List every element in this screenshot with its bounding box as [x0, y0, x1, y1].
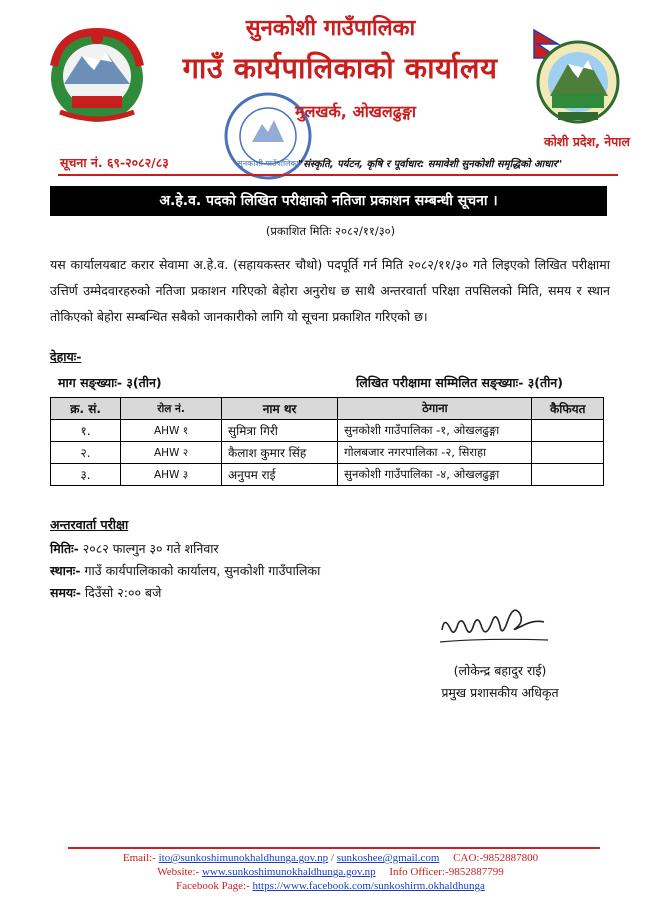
- website-label: Website:-: [157, 866, 200, 878]
- interview-date: [50, 540, 219, 557]
- cell-serial: ३.: [51, 464, 121, 486]
- province-name: कोशी प्रदेश, नेपाल: [543, 134, 630, 149]
- email-link-1[interactable]: ito@sunkoshimunokhaldhunga.gov.np: [158, 852, 329, 864]
- footer-website: [0, 866, 661, 878]
- website-link[interactable]: www.sunkoshimunokhaldhunga.gov.np: [201, 866, 376, 878]
- table-row: [51, 464, 604, 486]
- cell-name: अनुपम राई: [222, 464, 338, 486]
- published-date: (प्रकाशित मितिः २०८२/११/३०): [265, 224, 396, 238]
- table-row: [51, 442, 604, 464]
- cell-roll: AHW १: [121, 420, 222, 442]
- office-address: मुलखर्क, ओखलढुङ्गा: [295, 102, 417, 121]
- notice-title: अ.हे.व. पदको लिखित परीक्षाको नतिजा प्रकाशन सम्बन्धी सूचना ।: [50, 186, 607, 216]
- facebook-link[interactable]: https://www.facebook.com/sunkoshirm.okhaldhunga: [252, 880, 485, 892]
- interview-date-value: २०८२ फाल्गुन ३० गते शनिवार: [78, 541, 219, 556]
- cell-address: गोलबजार नगरपालिका -२, सिराहा: [338, 442, 532, 464]
- footer-contact: [0, 852, 661, 864]
- header-roll: रोल नं.: [121, 398, 222, 420]
- table-header-row: [51, 398, 604, 420]
- footer-divider: [68, 847, 600, 849]
- footer-facebook: [0, 880, 661, 892]
- interview-place: [50, 562, 320, 579]
- cell-address: सुनकोशी गाउँपालिका -४, ओखलढुङ्गा: [338, 464, 532, 486]
- email-separator: /: [328, 852, 337, 864]
- header-divider: [58, 174, 618, 176]
- cell-remarks: [532, 464, 604, 486]
- signatory-title: प्रमुख प्रशासकीय अधिकृत: [441, 685, 559, 700]
- interview-time-label: समयः-: [50, 585, 81, 600]
- result-table: [50, 397, 604, 486]
- email-link-2[interactable]: sunkoshee@gmail.com: [336, 852, 440, 864]
- cell-roll: AHW २: [121, 442, 222, 464]
- header-name: नाम थर: [222, 398, 338, 420]
- slogan: "संस्कृति, पर्यटन, कृषि र पूर्वाधार: समावेशी सुनकोशी समृद्धिको आधार": [298, 159, 563, 170]
- participant-count: लिखित परीक्षामा सम्मिलित सङ्ख्याः- ३(तीन): [356, 375, 563, 390]
- cell-remarks: [532, 420, 604, 442]
- table-row: [51, 420, 604, 442]
- email-label: Email:-: [122, 852, 156, 864]
- cell-serial: २.: [51, 442, 121, 464]
- cell-serial: १.: [51, 420, 121, 442]
- interview-place-label: स्थानः-: [50, 563, 81, 578]
- office-name: गाउँ कार्यपालिकाको कार्यालय: [182, 51, 498, 85]
- info-officer-phone: Info Officer:-9852887799: [389, 866, 504, 878]
- cell-name: सुमित्रा गिरी: [222, 420, 338, 442]
- interview-time: [50, 584, 161, 601]
- notice-body: यस कार्यालयबाट करार सेवामा अ.हे.व. (सहायकस्तर चौथो) पदपूर्ति गर्न मिति २०८२/११/३० गते लिइएको लिखित परीक्षामा उत्तिर्ण उम्मेदवारहरुको नतिजा प्रकाशन गरिएको बेहोरा अनुरोध छ साथै अन्तरवार्ता परिक्षा तपसिलको मिति, समय र स्थान तोकिएको बेहोरा सम्बन्धित सबैको जानकारीको लागि यो सूचना प्रकाशित गरिएको छ।: [50, 257, 610, 324]
- cao-phone: CAO:-9852887800: [453, 852, 539, 864]
- notice-number: सूचना नं. ६९-२०८२/८३: [60, 155, 169, 170]
- interview-place-value: गाउँ कार्यपालिकाको कार्यालय, सुनकोशी गाउँपालिका: [80, 563, 321, 578]
- header-address: ठेगाना: [338, 398, 532, 420]
- cell-address: सुनकोशी गाउँपालिका -१, ओखलढुङ्गा: [338, 420, 532, 442]
- interview-title: अन्तरवार्ता परीक्षा: [50, 517, 129, 532]
- cell-name: कैलाश कुमार सिंह: [222, 442, 338, 464]
- interview-date-label: मितिः-: [50, 541, 79, 556]
- municipality-name: सुनकोशी गाउँपालिका: [245, 16, 416, 41]
- signature-icon: [436, 598, 554, 650]
- facebook-label: Facebook Page:-: [176, 880, 250, 892]
- header-serial: क्र. सं.: [51, 398, 121, 420]
- posts-label: देहायः-: [50, 349, 82, 364]
- cell-remarks: [532, 442, 604, 464]
- interview-time-value: दिउँसो २:०० बजे: [80, 585, 162, 600]
- signatory-name: (लोकेन्द्र बहादुर राई): [453, 663, 547, 678]
- header-remarks: कैफियत: [532, 398, 604, 420]
- cell-roll: AHW ३: [121, 464, 222, 486]
- svg-text:सुनकोशी गाउँपालिका: सुनकोशी गाउँपालिका: [237, 159, 299, 168]
- demand-count: माग सङ्ख्याः- ३(तीन): [58, 375, 162, 390]
